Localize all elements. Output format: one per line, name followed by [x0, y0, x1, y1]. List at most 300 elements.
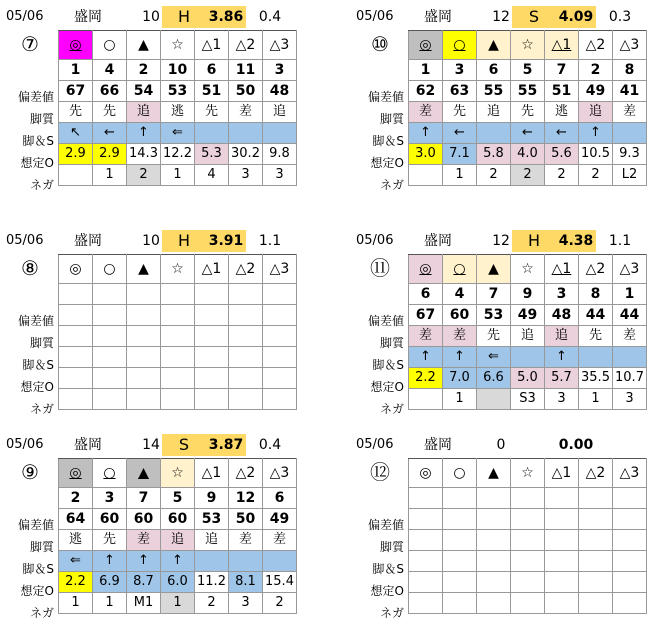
deviation-cell: 53 [477, 305, 511, 326]
mark-cell: ○ [93, 31, 127, 60]
card-header [352, 432, 671, 456]
deviation-cell: 51 [195, 81, 229, 102]
negative-cell [127, 389, 161, 410]
negative-cell: M1 [127, 593, 161, 614]
row-label-dev: 偏差値 [17, 314, 54, 328]
run-style-cell [161, 326, 195, 347]
speed-cell [195, 551, 229, 572]
row-label-style: 脚質 [379, 540, 404, 554]
negative-cell: 1 [161, 165, 195, 186]
odds-cell: 35.5 [579, 368, 613, 389]
run-style-cell: 差 [127, 530, 161, 551]
speed-cell [579, 551, 613, 572]
negative-cell: S3 [511, 389, 545, 410]
odds-cell: 10.7 [613, 368, 647, 389]
odds-cell: 6.0 [161, 572, 195, 593]
negative-cell [409, 165, 443, 186]
rating-value: 3.91 [206, 230, 246, 252]
mark-cell: ☆ [161, 31, 195, 60]
row-label-neg: ネガ [29, 402, 54, 416]
deviation-cell: 44 [613, 305, 647, 326]
nums-row [409, 284, 647, 305]
mark-cell: △3 [263, 459, 297, 488]
deviation-cell: 60 [161, 509, 195, 530]
odds-cell [477, 572, 511, 593]
speed-cell: ⇐ [477, 347, 511, 368]
race-number: 10 [142, 233, 160, 249]
speed-cell [229, 551, 263, 572]
negative-cell: 2 [579, 165, 613, 186]
odds-cell [127, 368, 161, 389]
mark-cell: △1 [545, 31, 579, 60]
horse-number-cell: 2 [59, 488, 93, 509]
negative-cell: 3 [613, 389, 647, 410]
run-style-cell: 追 [263, 102, 297, 123]
deviation-cell: 54 [127, 81, 161, 102]
race-date: 05/06 [6, 9, 44, 24]
odds-cell: 14.3 [127, 144, 161, 165]
deviation-cell: 49 [579, 81, 613, 102]
negs-row [59, 165, 297, 186]
horse-number-cell [127, 284, 161, 305]
race-card-9 [2, 432, 322, 642]
odds-cell: 2.2 [409, 368, 443, 389]
odds-cell [59, 368, 93, 389]
run-style-cell: 差 [229, 530, 263, 551]
mark-cell: △2 [229, 459, 263, 488]
odds-cell [93, 368, 127, 389]
run-style-cell [477, 530, 511, 551]
speed-cell [229, 347, 263, 368]
rating-value: 3.86 [206, 6, 246, 28]
venue-name: 盛岡 [74, 437, 102, 453]
deviation-cell: 66 [93, 81, 127, 102]
row-label-speed: 脚＆S [372, 562, 404, 576]
row-label-speed: 脚＆S [372, 134, 404, 148]
rating-value: 4.09 [556, 6, 596, 28]
horse-number-cell [511, 488, 545, 509]
marks-row [59, 459, 297, 488]
odds-cell: 9.3 [613, 144, 647, 165]
horse-number-cell [161, 284, 195, 305]
odds-cell: 8.7 [127, 572, 161, 593]
mark-cell: △2 [229, 31, 263, 60]
prediction-grid [408, 30, 647, 186]
row-label-odds: 想定O [370, 156, 404, 170]
styles-row [409, 530, 647, 551]
run-style-cell [613, 530, 647, 551]
speed-cell [93, 347, 127, 368]
run-style-cell: 追 [161, 530, 195, 551]
negative-cell [511, 593, 545, 614]
mark-cell: △1 [195, 31, 229, 60]
odds-cell: 9.8 [263, 144, 297, 165]
styles-row [59, 326, 297, 347]
deviation-cell: 49 [263, 509, 297, 530]
speed-cell [613, 123, 647, 144]
mark-cell: ▲ [127, 31, 161, 60]
speed-cell [613, 347, 647, 368]
mark-cell: ◎ [409, 255, 443, 284]
speed-cell [127, 347, 161, 368]
row-label-dev: 偏差値 [367, 518, 404, 532]
deviation-cell: 53 [161, 81, 195, 102]
mark-cell: ▲ [127, 459, 161, 488]
devs-row [59, 305, 297, 326]
race-date: 05/06 [356, 233, 394, 248]
prediction-grid [58, 458, 297, 614]
horse-number-cell: 6 [263, 488, 297, 509]
race-number: 14 [142, 437, 160, 453]
run-style-cell: 追 [511, 326, 545, 347]
speed-cell: ← [545, 123, 579, 144]
odds-cell: 11.2 [195, 572, 229, 593]
row-label-dev: 偏差値 [17, 90, 54, 104]
mark-cell: △2 [579, 31, 613, 60]
deviation-cell: 51 [545, 81, 579, 102]
odds-cell [579, 572, 613, 593]
negative-cell: 2 [511, 165, 545, 186]
negative-cell: 4 [195, 165, 229, 186]
deviation-cell [263, 305, 297, 326]
horse-number-cell: 6 [409, 284, 443, 305]
run-style-cell: 先 [511, 102, 545, 123]
negs-row [409, 593, 647, 614]
horse-number-cell: 8 [579, 284, 613, 305]
negative-cell [263, 389, 297, 410]
horse-number-cell: 11 [229, 60, 263, 81]
marks-row [59, 255, 297, 284]
run-style-cell: 先 [443, 102, 477, 123]
run-style-cell: 差 [613, 102, 647, 123]
row-label-odds: 想定O [20, 380, 54, 394]
row-label-neg: ネガ [379, 606, 404, 620]
mark-cell: △1 [195, 255, 229, 284]
deviation-cell [195, 305, 229, 326]
run-style-cell: 差 [263, 530, 297, 551]
speed-cell: ← [511, 123, 545, 144]
run-style-cell: 先 [93, 102, 127, 123]
run-style-cell: 先 [477, 326, 511, 347]
marks-row [59, 31, 297, 60]
negative-cell: 1 [443, 389, 477, 410]
horse-number-cell: 7 [477, 284, 511, 305]
deviation-cell [579, 509, 613, 530]
horse-number-cell: 7 [127, 488, 161, 509]
negative-cell [477, 593, 511, 614]
horse-number-cell: 9 [195, 488, 229, 509]
race-card-12 [352, 432, 671, 642]
odds-cell: 2.2 [59, 572, 93, 593]
card-header [352, 4, 671, 28]
row-label-odds: 想定O [20, 156, 54, 170]
grade-label [512, 434, 556, 456]
run-style-cell [229, 326, 263, 347]
devs-row [409, 509, 647, 530]
odds-cell [263, 368, 297, 389]
marks-row [409, 459, 647, 488]
rating-value: 3.87 [206, 434, 246, 456]
run-style-cell: 逃 [59, 530, 93, 551]
run-style-cell: 追 [127, 102, 161, 123]
run-style-cell: 差 [229, 102, 263, 123]
row-label-dev: 偏差値 [367, 90, 404, 104]
deviation-cell [93, 305, 127, 326]
deviation-cell: 60 [93, 509, 127, 530]
card-header [2, 4, 322, 28]
horse-number-cell: 4 [93, 60, 127, 81]
horse-number-cell: 1 [59, 60, 93, 81]
marks-row [409, 31, 647, 60]
devs-row [59, 81, 297, 102]
venue-name: 盛岡 [74, 9, 102, 25]
horse-circle-number: ⑪ [370, 256, 390, 280]
odds-row [409, 144, 647, 165]
row-label-speed: 脚＆S [22, 134, 54, 148]
horse-number-cell [409, 488, 443, 509]
negative-cell: 2 [195, 593, 229, 614]
horse-number-cell [443, 488, 477, 509]
odds-cell: 4.0 [511, 144, 545, 165]
horse-circle-number: ⑧ [21, 256, 39, 280]
horse-number-cell: 3 [93, 488, 127, 509]
mark-cell: △3 [263, 255, 297, 284]
styles-row [59, 530, 297, 551]
prediction-grid [408, 458, 647, 614]
odds-row [59, 572, 297, 593]
odds-cell: 6.9 [93, 572, 127, 593]
prediction-grid [408, 254, 647, 410]
deviation-cell: 60 [127, 509, 161, 530]
speed-cell [443, 551, 477, 572]
card-header [352, 228, 671, 252]
marks-row [409, 255, 647, 284]
odds-row [409, 572, 647, 593]
devs-row [409, 81, 647, 102]
mark-cell: ◎ [409, 459, 443, 488]
deviation-cell [613, 509, 647, 530]
speed-cell [263, 347, 297, 368]
horse-number-cell: 2 [127, 60, 161, 81]
horse-number-cell: 5 [161, 488, 195, 509]
deviation-cell: 41 [613, 81, 647, 102]
extra-value: 1.1 [608, 233, 632, 249]
deviation-cell [127, 305, 161, 326]
run-style-cell: 先 [579, 326, 613, 347]
grade-label: H [162, 230, 206, 252]
mark-cell: ◎ [59, 31, 93, 60]
grade-label: S [512, 6, 556, 28]
horse-number-cell: 3 [443, 60, 477, 81]
speed-row [59, 123, 297, 144]
odds-cell: 30.2 [229, 144, 263, 165]
odds-cell: 5.0 [511, 368, 545, 389]
negs-row [409, 389, 647, 410]
speed-cell: ⇐ [161, 123, 195, 144]
horse-number-cell: 3 [545, 284, 579, 305]
rating-value: 0.00 [558, 437, 594, 453]
mark-cell: ☆ [511, 459, 545, 488]
negative-cell: 1 [161, 593, 195, 614]
horse-number-cell: 1 [613, 284, 647, 305]
devs-row [409, 305, 647, 326]
speed-cell [579, 347, 613, 368]
mark-cell: △1 [545, 255, 579, 284]
horse-number-cell: 4 [443, 284, 477, 305]
deviation-cell [59, 305, 93, 326]
horse-number-cell: 9 [511, 284, 545, 305]
odds-row [59, 144, 297, 165]
deviation-cell: 48 [545, 305, 579, 326]
negative-cell: L2 [613, 165, 647, 186]
row-label-neg: ネガ [379, 402, 404, 416]
negative-cell: 3 [545, 389, 579, 410]
run-style-cell [263, 326, 297, 347]
odds-cell: 5.6 [545, 144, 579, 165]
grade-label: H [512, 230, 556, 252]
row-label-neg: ネガ [379, 178, 404, 192]
run-style-cell: 差 [409, 326, 443, 347]
row-label-style: 脚質 [379, 336, 404, 350]
race-card-8 [2, 228, 322, 438]
odds-cell: 7.0 [443, 368, 477, 389]
row-label-neg: ネガ [29, 606, 54, 620]
run-style-cell: 先 [59, 102, 93, 123]
odds-cell [195, 368, 229, 389]
extra-value: 0.4 [258, 9, 282, 25]
speed-row [59, 347, 297, 368]
grade-label: S [162, 434, 206, 456]
speed-cell: ↑ [93, 551, 127, 572]
horse-number-cell [477, 488, 511, 509]
deviation-cell: 60 [443, 305, 477, 326]
horse-number-cell: 6 [477, 60, 511, 81]
race-number: 12 [492, 233, 510, 249]
negative-cell [409, 593, 443, 614]
deviation-cell: 55 [477, 81, 511, 102]
race-number: 10 [142, 9, 160, 25]
run-style-cell: 追 [195, 530, 229, 551]
race-date: 05/06 [356, 9, 394, 24]
odds-cell: 2.9 [93, 144, 127, 165]
nums-row [409, 488, 647, 509]
mark-cell: △2 [579, 255, 613, 284]
horse-number-cell [545, 488, 579, 509]
mark-cell: ○ [93, 255, 127, 284]
deviation-cell: 50 [229, 509, 263, 530]
row-label-style: 脚質 [29, 540, 54, 554]
speed-cell: ↖ [59, 123, 93, 144]
speed-row [409, 347, 647, 368]
odds-cell: 12.2 [161, 144, 195, 165]
prediction-grid [58, 254, 297, 410]
extra-value: 0.4 [258, 437, 282, 453]
run-style-cell: 追 [477, 102, 511, 123]
negative-cell [613, 593, 647, 614]
mark-cell: ○ [93, 459, 127, 488]
negative-cell [59, 165, 93, 186]
speed-cell [195, 123, 229, 144]
odds-cell: 7.1 [443, 144, 477, 165]
run-style-cell [443, 530, 477, 551]
speed-row [59, 551, 297, 572]
mark-cell: △2 [229, 255, 263, 284]
race-card-10 [352, 4, 671, 214]
run-style-cell [59, 326, 93, 347]
speed-cell [59, 347, 93, 368]
venue-name: 盛岡 [424, 233, 452, 249]
mark-cell: △3 [263, 31, 297, 60]
speed-cell: ← [443, 123, 477, 144]
speed-cell [409, 551, 443, 572]
negative-cell [229, 389, 263, 410]
run-style-cell: 差 [409, 102, 443, 123]
speed-cell [263, 123, 297, 144]
prediction-grid [58, 30, 297, 186]
mark-cell: ○ [443, 31, 477, 60]
speed-cell: ↑ [545, 347, 579, 368]
negative-cell [579, 593, 613, 614]
extra-value: 0.3 [608, 9, 632, 25]
speed-cell: ⇐ [59, 551, 93, 572]
negative-cell: 1 [93, 593, 127, 614]
speed-row [409, 123, 647, 144]
deviation-cell: 63 [443, 81, 477, 102]
negative-cell: 3 [229, 165, 263, 186]
row-label-style: 脚質 [379, 112, 404, 126]
deviation-cell [443, 509, 477, 530]
horse-circle-number: ⑦ [21, 32, 39, 56]
negative-cell: 3 [229, 593, 263, 614]
mark-cell: ▲ [127, 255, 161, 284]
speed-cell: ↑ [127, 551, 161, 572]
deviation-cell: 53 [195, 509, 229, 530]
mark-cell: ☆ [161, 459, 195, 488]
row-label-speed: 脚＆S [22, 358, 54, 372]
mark-cell: ▲ [477, 255, 511, 284]
odds-cell [545, 572, 579, 593]
negative-cell [195, 389, 229, 410]
horse-circle-number: ⑨ [21, 460, 39, 484]
card-header [2, 228, 322, 252]
negative-cell [477, 389, 511, 410]
speed-cell [545, 551, 579, 572]
negative-cell: 2 [477, 165, 511, 186]
deviation-cell [511, 509, 545, 530]
race-card-7 [2, 4, 322, 214]
odds-cell [229, 368, 263, 389]
odds-cell: 8.1 [229, 572, 263, 593]
rating-value: 4.38 [556, 230, 596, 252]
horse-number-cell [263, 284, 297, 305]
speed-cell [161, 347, 195, 368]
negative-cell [161, 389, 195, 410]
speed-cell: ↑ [579, 123, 613, 144]
horse-number-cell: 7 [545, 60, 579, 81]
speed-cell: ↑ [443, 347, 477, 368]
horse-number-cell [579, 488, 613, 509]
odds-cell: 2.9 [59, 144, 93, 165]
negative-cell [59, 389, 93, 410]
speed-cell [477, 551, 511, 572]
mark-cell: ○ [443, 459, 477, 488]
horse-number-cell: 10 [161, 60, 195, 81]
negative-cell: 2 [545, 165, 579, 186]
odds-cell: 5.3 [195, 144, 229, 165]
speed-cell: ↑ [161, 551, 195, 572]
deviation-cell: 62 [409, 81, 443, 102]
odds-cell [443, 572, 477, 593]
